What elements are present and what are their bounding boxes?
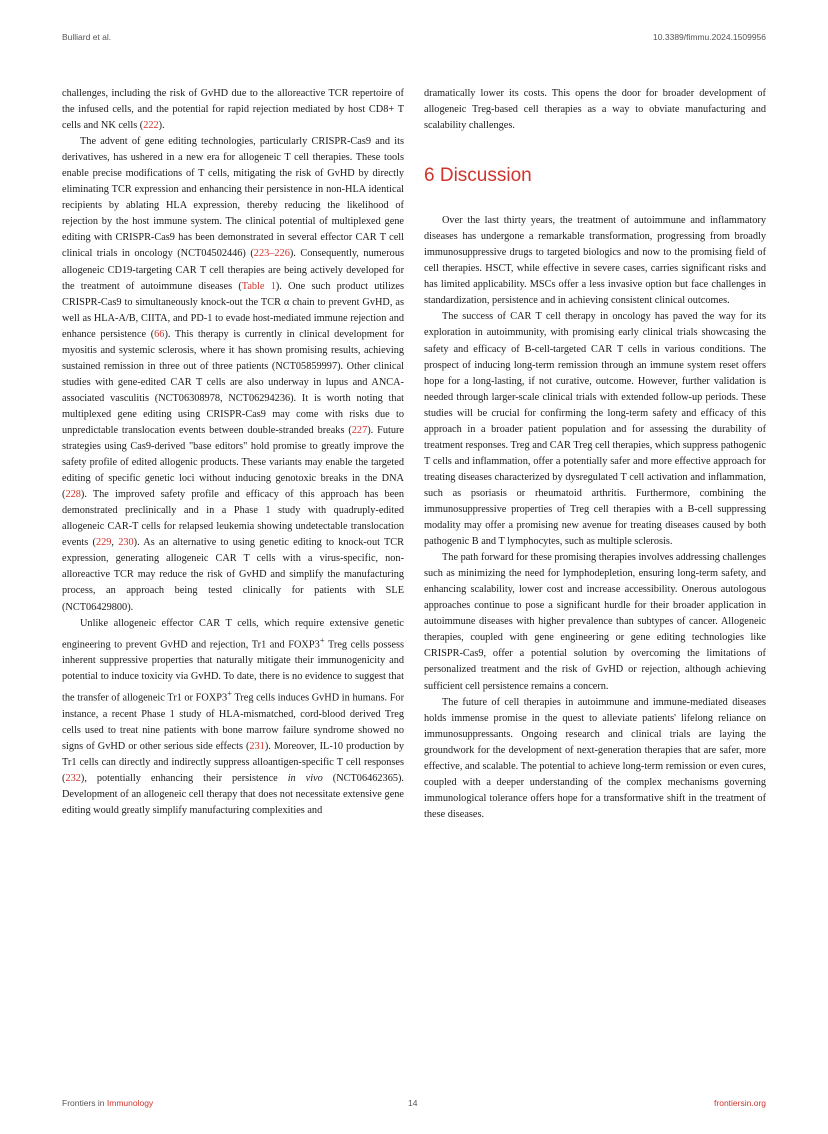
citation-link[interactable]: 227	[351, 424, 368, 436]
citation-link[interactable]: 228	[65, 489, 81, 501]
section-heading: 6 Discussion	[424, 165, 532, 187]
left-column	[62, 86, 404, 819]
left-paragraph-2: The advent of gene editing technologies, particularly CRISPR-Cas9 and its derivatives, has ushered in a new era for allogeneic T cell therapies. These tools enable precise modifications of T cells, mitigating the risk of GvHD by directly eliminating TCR expression and enhancing their persistence in non-HLA identical recipients by ablating HLA expression, thereby reducing the likelihood of rejection by the host immune system. The clinical potential of multiplexed gene editing with CRISPR-Cas9 has been demonstrated in several effector CAR T cell clinical trials in oncology (NCT04502446) (223–226). Consequently, numerous allogeneic CD19-targeting CAR T cell therapies are being actively developed for the treatment of autoimmune diseases (Table 1). One such product utilizes CRISPR-Cas9 to simultaneously knock-out the TCR α chain to prevent GvHD, as well as HLA-A/B, CIITA, and PD-1 to evade host-mediated immune rejection and enhance persistence (66). This therapy is currently in clinical development for myositis and systemic sclerosis, where it has shown promising results, achieving sustained remission in three out of three patients (NCT05859997). Other clinical studies with gene-edited CAR T cells are also underway in lupus and ANCA-associated vasculitis (NCT06308978, NCT06294236). It is worth noting that multiplexed gene editing using CRISPR-Cas9 may come with risks due to unpredictable translocation events between double-stranded breaks (227). Future strategies using Cas9-derived "base editors" hold promise to greatly improve the safety profile of edited allogenic products. These variants may enable the targeted editing of specific genetic loci without inducing genotoxic breaks in the DNA (228). The improved safety profile and efficacy of this approach has been demonstrated preclinically and in a Phase 1 study with quadruply-edited allogeneic CAR-T cells for relapsed leukemia showing undetectable translocation events (229, 230). As an alternative to using genetic editing to knock-out TCR expression, generating allogeneic CAR T cells with a virus-specific, non-alloreactive TCR may reduce the risk of GvHD and simplify the manufacturing process, an approach being tested clinically for patients with SLE (NCT06429800).	[62, 136, 404, 613]
citation-link[interactable]: 222	[143, 120, 159, 132]
citation-link[interactable]: 232	[65, 772, 81, 784]
page-footer	[62, 1098, 766, 1108]
citation-link[interactable]: 223–226	[253, 248, 290, 260]
running-header-doi: 10.3389/fimmu.2024.1509956	[653, 32, 766, 42]
citation-link[interactable]: 230	[118, 537, 134, 549]
citation-link[interactable]: 229	[95, 537, 112, 549]
table-link[interactable]: Table 1	[241, 280, 276, 292]
citation-link[interactable]: 66	[154, 328, 165, 340]
right-paragraph-3: The success of CAR T cell therapy in oncology has paved the way for its exploration in autoimmunity, with promising early clinical trials showcasing the safety and efficacy of B-cell-targeted CAR T cells in various conditions. The prospect of inducing long-term remission through an immune system reset offers hope for a long-lasting, if not curative, outcome. However, further validation is needed through larger-scale clinical trials with extended follow-up periods. These studies will be crucial for confirming the long-term safety and efficacy of this approach in a broader patient population and for assessing the durability of treatment responses. Treg and CAR Treg cell therapies, which suppress pathogenic T cells and inflammation, offer a potentially safer and more effective approach for treating diseases characterized by dysregulated T cell activation and inflammation, such as psoriasis or rheumatoid arthritis. Furthermore, combining the immunosuppressive properties of Treg cell therapies with a B-cell suppressing modality may offer a promising new avenue for treating diseases caused by both pathogenic B and T lymphocytes, such as multiple sclerosis.	[424, 311, 766, 548]
running-header-authors: Bulliard et al.	[62, 32, 112, 42]
page-number: 14	[408, 1098, 418, 1108]
citation-link[interactable]: 231	[249, 740, 265, 752]
running-header	[62, 32, 766, 42]
footer-journal: Frontiers in Immunology	[62, 1098, 154, 1108]
right-paragraph-2: Over the last thirty years, the treatment of autoimmune and inflammatory diseases has undergone a remarkable transformation, progressing from broadly immunosuppressive drugs to targeted biologics and now to the promising field of cell therapies. HSCT, while effective in severe cases, carries significant risks and has limited applicability. MSCs offer a less invasive option but face challenges in standardization, persistence and in achieving consistent clinical outcomes.	[424, 215, 766, 307]
right-paragraph-4: The path forward for these promising therapies involves addressing challenges such as minimizing the need for lymphodepletion, ensuring long-term safety, and enhancing scalability, lower cost and increase accessibility. Onerous autologous approaches continue to pose a significant hurdle for their broader application in autoimmune diseases with higher prevalence than subtypes of cancer. Allogeneic therapies, coupled with gene engineering or gene editing technologies like CRISPR-Cas9, offer a potential solution by overcoming the limitations of personalized treatment and the risk of GvHD or rejection, although achieving sufficient cell persistence remains a concern.	[424, 552, 766, 692]
right-paragraph-5: The future of cell therapies in autoimmune and immune-mediated diseases holds immense promise in the quest to alleviate patients' lifelong reliance on immunosuppressants. Ongoing research and clinical trials are laying the groundwork for the development of next-generation therapies that are safer, more effective, and scalable. The potential to achieve long-term remission or even cures, coupled with a deeper understanding of the complex mechanisms governing immunological tolerance offers hope for a transformative shift in the treatment of these diseases.	[424, 696, 766, 820]
left-paragraph-3: Unlike allogeneic effector CAR T cells, which require extensive genetic engineering to prevent GvHD and rejection, Tr1 and FOXP3+ Treg cells possess inherent suppressive properties that naturally mitigate their immunogenicity and potential to induce toxicity via GvHD. To date, there is no evidence to suggest that the transfer of allogeneic Tr1 or FOXP3+ Treg cells induces GvHD in humans. For instance, a recent Phase 1 study of HLA-mismatched, cord-blood derived Treg cells used to treat nine patients with bone marrow failure syndrome showed no signs of GvHD or other serious side effects (231). Moreover, IL-10 production by Tr1 cells can directly and indirectly suppress alloantigen-specific T cell responses (232), potentially enhancing their persistence in vivo (NCT06462365). Development of an allogeneic cell therapy that does not necessitate extensive gene editing would greatly simplify manufacturing complexities and	[62, 617, 404, 816]
right-paragraph-1: dramatically lower its costs. This opens the door for broader development of allogeneic Treg-based cell therapies as a way to obviate manufacturing and scalability challenges.	[424, 88, 766, 132]
right-column	[424, 86, 766, 823]
footer-site-link[interactable]: frontiersin.org	[714, 1098, 766, 1108]
left-paragraph-1: challenges, including the risk of GvHD due to the alloreactive TCR repertoire of the infused cells, and the potential for rapid rejection mediated by host CD8+ T cells and NK cells (222).	[62, 88, 404, 132]
